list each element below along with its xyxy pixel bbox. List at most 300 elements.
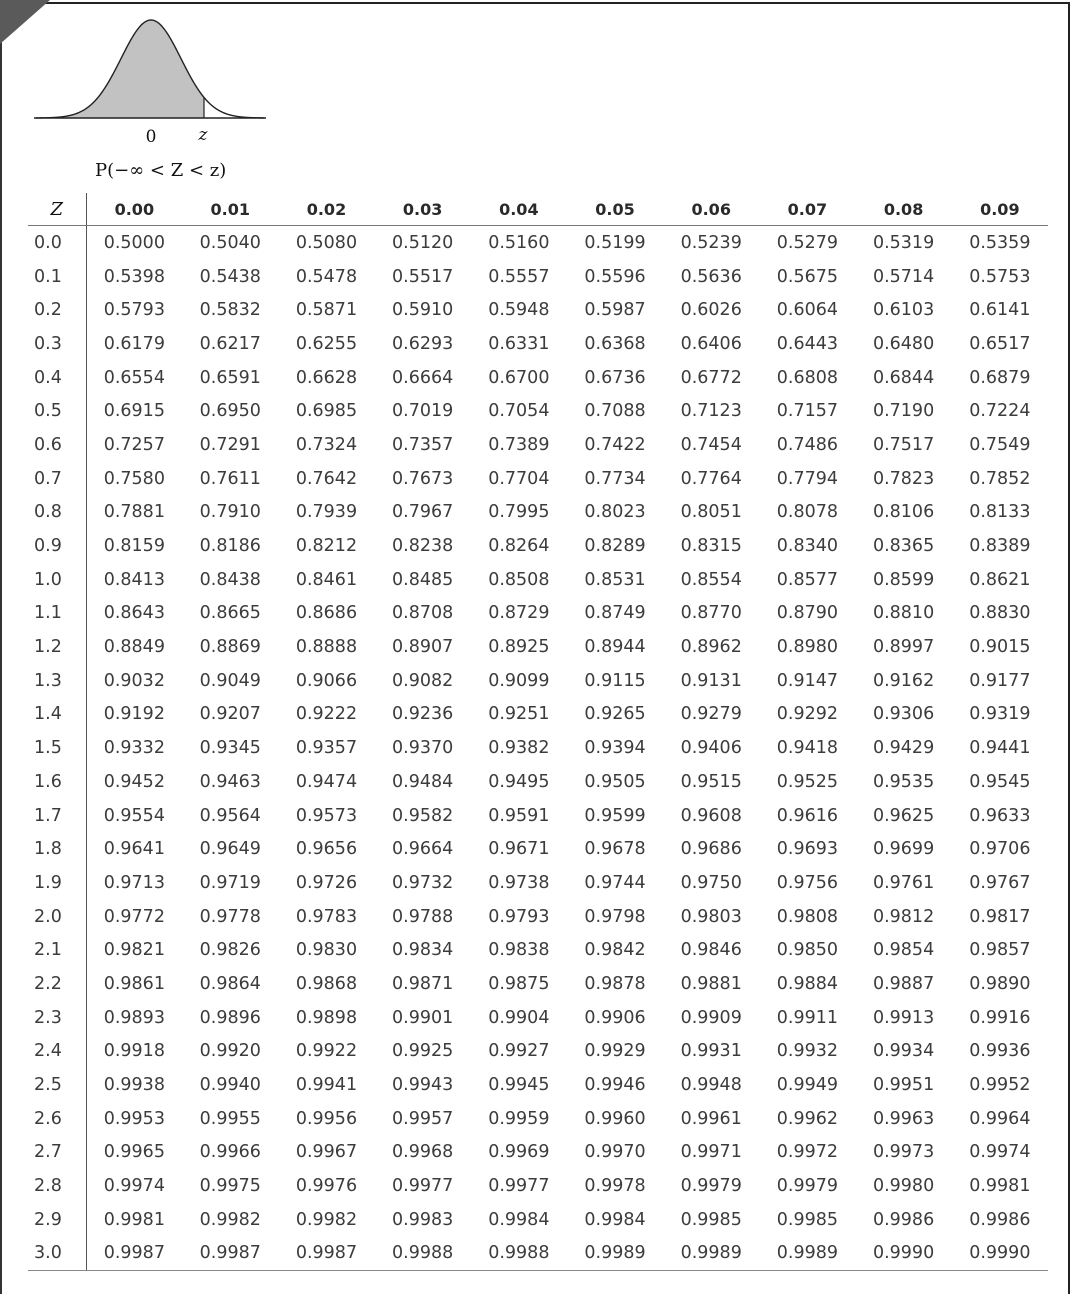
probability-cell: 0.8106 [872,502,935,523]
probability-cell: 0.5478 [295,266,358,287]
probability-cell: 0.8708 [392,603,454,624]
probability-cell: 0.9738 [488,872,550,893]
probability-cell: 0.9909 [680,1007,742,1028]
probability-cell: 0.7123 [680,401,742,422]
probability-cell: 0.9881 [680,973,742,994]
probability-cell: 0.9861 [103,973,165,994]
probability-cell: 0.9474 [295,771,358,792]
probability-cell: 0.9616 [776,805,839,826]
probability-cell: 0.7019 [392,401,454,422]
probability-cell: 0.7823 [872,468,935,489]
probability-cell: 0.9082 [392,670,454,691]
probability-cell: 0.9985 [776,1209,839,1230]
probability-cell: 0.9887 [872,973,935,994]
probability-cell: 0.9927 [488,1041,550,1062]
probability-cell: 0.8888 [295,637,358,658]
table-row [28,765,1048,799]
probability-cell: 0.7734 [584,468,646,489]
column-header: 0.07 [759,193,855,226]
probability-cell: 0.9793 [488,906,550,927]
probability-cell: 0.9505 [584,771,646,792]
probability-cell: 0.9686 [680,839,742,860]
probability-cell: 0.9981 [103,1209,165,1230]
probability-cell: 0.9495 [488,771,550,792]
probability-cell: 0.9319 [969,704,1031,725]
probability-cell: 0.7910 [199,502,261,523]
probability-cell: 0.8389 [969,536,1031,557]
probability-cell: 0.9726 [295,872,358,893]
probability-cell: 0.6879 [969,367,1031,388]
probability-cell: 0.6664 [392,367,454,388]
z-value-cell: 2.8 [28,1169,86,1203]
probability-cell: 0.9983 [392,1209,454,1230]
probability-cell: 0.9222 [295,704,358,725]
probability-cell: 0.9664 [392,839,454,860]
table-row [28,563,1048,597]
probability-cell: 0.8944 [584,637,646,658]
probability-cell: 0.9962 [776,1108,839,1129]
probability-cell: 0.9706 [969,839,1031,860]
probability-cell: 0.9970 [584,1142,646,1163]
probability-cell: 0.5557 [488,266,550,287]
column-header: 0.01 [182,193,278,226]
probability-cell: 0.9957 [392,1108,454,1129]
probability-cell: 0.8461 [295,569,358,590]
probability-cell: 0.5080 [295,232,358,253]
probability-cell: 0.9525 [776,771,839,792]
probability-cell: 0.9988 [471,1237,567,1271]
shaded-area [36,20,204,118]
probability-cell: 0.9599 [584,805,646,826]
probability-cell: 0.9943 [392,1075,454,1096]
z-value-cell: 2.0 [28,900,86,934]
probability-cell: 0.9980 [872,1176,935,1197]
probability-cell: 0.9990 [856,1237,952,1271]
probability-cell: 0.8830 [969,603,1031,624]
probability-cell: 0.9633 [969,805,1031,826]
probability-cell: 0.9357 [295,738,358,759]
probability-cell: 0.6480 [872,333,935,354]
probability-cell: 0.9857 [969,940,1031,961]
probability-cell: 0.6331 [488,333,550,354]
probability-cell: 0.8770 [680,603,742,624]
table-row [28,698,1048,732]
probability-cell: 0.5120 [392,232,454,253]
probability-cell: 0.9279 [680,704,742,725]
probability-cell: 0.9978 [584,1176,646,1197]
z-table [28,193,1048,1271]
table-row [28,1102,1048,1136]
probability-cell: 0.5517 [392,266,454,287]
probability-cell: 0.9842 [584,940,646,961]
probability-cell: 0.7580 [103,468,165,489]
probability-cell: 0.9515 [680,771,742,792]
probability-cell: 0.9945 [488,1075,550,1096]
z-value-cell: 1.6 [28,765,86,799]
probability-cell: 0.9952 [969,1075,1031,1096]
probability-cell: 0.8340 [776,536,839,557]
probability-cell: 0.9974 [103,1176,165,1197]
table-row [28,361,1048,395]
table-row [28,1169,1048,1203]
probability-cell: 0.9878 [584,973,646,994]
probability-cell: 0.7257 [103,434,165,455]
probability-cell: 0.9783 [295,906,358,927]
probability-cell: 0.6443 [776,333,839,354]
z-value-cell: 0.3 [28,327,86,361]
probability-cell: 0.6844 [872,367,935,388]
probability-cell: 0.7764 [680,468,742,489]
probability-cell: 0.6628 [295,367,358,388]
z-value-cell: 2.9 [28,1203,86,1237]
probability-cell: 0.7704 [488,468,550,489]
probability-cell: 0.9032 [103,670,165,691]
probability-cell: 0.9772 [103,906,165,927]
column-header: 0.04 [471,193,567,226]
probability-cell: 0.6064 [776,300,839,321]
probability-cell: 0.9986 [969,1209,1031,1230]
probability-cell: 0.5319 [872,232,935,253]
probability-cell: 0.9429 [872,738,935,759]
z-value-cell: 2.2 [28,967,86,1001]
table-row [28,293,1048,327]
probability-cell: 0.9306 [872,704,935,725]
table-row [28,462,1048,496]
probability-cell: 0.9949 [776,1075,839,1096]
probability-cell: 0.9938 [103,1075,165,1096]
probability-cell: 0.7549 [969,434,1031,455]
probability-cell: 0.9964 [969,1108,1031,1129]
z-value-cell: 2.7 [28,1136,86,1170]
probability-cell: 0.9406 [680,738,742,759]
probability-cell: 0.9986 [872,1209,935,1230]
probability-cell: 0.9982 [199,1209,261,1230]
z-value-cell: 1.1 [28,597,86,631]
probability-cell: 0.9671 [488,839,550,860]
table-row [28,630,1048,664]
probability-cell: 0.9463 [199,771,261,792]
probability-cell: 0.7357 [392,434,454,455]
probability-cell: 0.8238 [392,536,454,557]
probability-cell: 0.9984 [488,1209,550,1230]
probability-cell: 0.8686 [295,603,358,624]
probability-cell: 0.9049 [199,670,261,691]
column-header: 0.09 [952,193,1048,226]
table-row [28,327,1048,361]
probability-cell: 0.8531 [584,569,646,590]
probability-cell: 0.6141 [969,300,1031,321]
table-row [28,529,1048,563]
probability-cell: 0.9911 [776,1007,839,1028]
probability-cell: 0.9906 [584,1007,646,1028]
probability-cell: 0.5910 [392,300,454,321]
probability-cell: 0.9896 [199,1007,261,1028]
probability-cell: 0.9441 [969,738,1031,759]
probability-cell: 0.9418 [776,738,839,759]
z-value-cell: 0.0 [28,226,86,260]
probability-cell: 0.9973 [872,1142,935,1163]
probability-cell: 0.8749 [584,603,646,624]
z-value-cell: 0.9 [28,529,86,563]
table-row [28,260,1048,294]
probability-cell: 0.9946 [584,1075,646,1096]
probability-cell: 0.8907 [392,637,454,658]
table-row [28,1035,1048,1069]
probability-cell: 0.9788 [392,906,454,927]
z-value-cell: 1.5 [28,731,86,765]
probability-cell: 0.8577 [776,569,839,590]
probability-cell: 0.8264 [488,536,550,557]
probability-cell: 0.9987 [182,1237,278,1271]
probability-cell: 0.9988 [375,1237,471,1271]
probability-cell: 0.9641 [103,839,165,860]
probability-cell: 0.8508 [488,569,550,590]
probability-cell: 0.9932 [776,1041,839,1062]
probability-cell: 0.5675 [776,266,839,287]
z-value-cell: 0.8 [28,496,86,530]
table-row [28,1136,1048,1170]
probability-cell: 0.9846 [680,940,742,961]
table-body [28,226,1048,1271]
probability-cell: 0.5636 [680,266,742,287]
probability-cell: 0.8810 [872,603,935,624]
probability-cell: 0.9345 [199,738,261,759]
probability-cell: 0.8485 [392,569,454,590]
probability-cell: 0.9756 [776,872,839,893]
probability-cell: 0.9812 [872,906,935,927]
table-row [28,664,1048,698]
probability-cell: 0.9959 [488,1108,550,1129]
probability-cell: 0.9929 [584,1041,646,1062]
probability-cell: 0.9871 [392,973,454,994]
probability-cell: 0.5438 [199,266,261,287]
probability-cell: 0.9066 [295,670,358,691]
probability-cell: 0.9625 [872,805,935,826]
probability-cell: 0.9854 [872,940,935,961]
column-header: 0.05 [567,193,663,226]
probability-cell: 0.5279 [776,232,839,253]
probability-cell: 0.5040 [199,232,261,253]
probability-cell: 0.9936 [969,1041,1031,1062]
probability-cell: 0.8962 [680,637,742,658]
table-row [28,900,1048,934]
probability-cell: 0.9965 [103,1142,165,1163]
table-row [28,496,1048,530]
probability-cell: 0.5398 [103,266,165,287]
probability-cell: 0.9162 [872,670,935,691]
probability-cell: 0.7324 [295,434,358,455]
probability-cell: 0.5948 [488,300,550,321]
probability-cell: 0.5714 [872,266,935,287]
probability-cell: 0.6915 [103,401,165,422]
probability-cell: 0.8554 [680,569,742,590]
z-value-cell: 0.5 [28,394,86,428]
probability-cell: 0.6554 [103,367,165,388]
probability-cell: 0.9989 [663,1237,759,1271]
probability-cell: 0.6293 [392,333,454,354]
probability-cell: 0.7190 [872,401,935,422]
probability-cell: 0.7852 [969,468,1031,489]
page-border-left [0,40,2,1294]
z-value-cell: 2.6 [28,1102,86,1136]
probability-cell: 0.9975 [199,1176,261,1197]
probability-cell: 0.9934 [872,1041,935,1062]
probability-cell: 0.8729 [488,603,550,624]
column-header: 0.08 [856,193,952,226]
probability-cell: 0.9573 [295,805,358,826]
probability-cell: 0.9989 [759,1237,855,1271]
probability-cell: 0.8665 [199,603,261,624]
probability-cell: 0.9960 [584,1108,646,1129]
probability-cell: 0.9838 [488,940,550,961]
probability-cell: 0.9868 [295,973,358,994]
probability-cell: 0.8315 [680,536,742,557]
probability-cell: 0.5793 [103,300,165,321]
probability-cell: 0.9948 [680,1075,742,1096]
probability-cell: 0.8078 [776,502,839,523]
probability-cell: 0.6736 [584,367,646,388]
probability-cell: 0.6772 [680,367,742,388]
probability-cell: 0.5199 [584,232,646,253]
probability-cell: 0.5753 [969,266,1031,287]
z-value-cell: 2.4 [28,1035,86,1069]
probability-cell: 0.7642 [295,468,358,489]
z-value-cell: 1.8 [28,832,86,866]
z-value-cell: 1.4 [28,698,86,732]
probability-cell: 0.9979 [680,1176,742,1197]
probability-cell: 0.9916 [969,1007,1031,1028]
probability-cell: 0.9778 [199,906,261,927]
probability-cell: 0.9913 [872,1007,935,1028]
probability-cell: 0.7291 [199,434,261,455]
probability-cell: 0.8980 [776,637,839,658]
probability-cell: 0.9963 [872,1108,935,1129]
z-value-cell: 0.1 [28,260,86,294]
probability-cell: 0.9985 [680,1209,742,1230]
column-header: 0.00 [86,193,182,226]
probability-cell: 0.6217 [199,333,261,354]
probability-cell: 0.8869 [199,637,261,658]
probability-cell: 0.6517 [969,333,1031,354]
table-row [28,731,1048,765]
probability-cell: 0.7389 [488,434,550,455]
probability-cell: 0.9394 [584,738,646,759]
probability-cell: 0.9803 [680,906,742,927]
probability-cell: 0.9990 [952,1237,1048,1271]
probability-cell: 0.9955 [199,1108,261,1129]
probability-cell: 0.9821 [103,940,165,961]
probability-cell: 0.9744 [584,872,646,893]
probability-cell: 0.9251 [488,704,550,725]
probability-cell: 0.9265 [584,704,646,725]
z-value-cell: 0.7 [28,462,86,496]
probability-cell: 0.9693 [776,839,839,860]
probability-cell: 0.9761 [872,872,935,893]
probability-cell: 0.8023 [584,502,646,523]
probability-cell: 0.5596 [584,266,646,287]
probability-cell: 0.5832 [199,300,261,321]
table-header-row [28,193,1048,226]
probability-cell: 0.9987 [278,1237,374,1271]
probability-cell: 0.7611 [199,468,261,489]
table-row [28,866,1048,900]
probability-cell: 0.7422 [584,434,646,455]
table-row [28,832,1048,866]
probability-cell: 0.9972 [776,1142,839,1163]
probability-cell: 0.9971 [680,1142,742,1163]
probability-cell: 0.9982 [295,1209,358,1230]
probability-cell: 0.9292 [776,704,839,725]
z-value-cell: 1.2 [28,630,86,664]
probability-cell: 0.9974 [969,1142,1031,1163]
probability-cell: 0.6255 [295,333,358,354]
probability-cell: 0.9898 [295,1007,358,1028]
probability-cell: 0.7088 [584,401,646,422]
probability-cell: 0.8212 [295,536,358,557]
probability-cell: 0.8186 [199,536,261,557]
probability-cell: 0.9582 [392,805,454,826]
probability-cell: 0.8621 [969,569,1031,590]
probability-cell: 0.8925 [488,637,550,658]
probability-cell: 0.6406 [680,333,742,354]
probability-cell: 0.9591 [488,805,550,826]
probability-cell: 0.9452 [103,771,165,792]
table-row [28,967,1048,1001]
probability-cell: 0.8365 [872,536,935,557]
z-value-cell: 0.2 [28,293,86,327]
probability-cell: 0.9918 [103,1041,165,1062]
probability-caption: P(−∞ < Z < z) [95,160,227,181]
probability-cell: 0.9699 [872,839,935,860]
probability-cell: 0.9920 [199,1041,261,1062]
probability-cell: 0.9904 [488,1007,550,1028]
probability-cell: 0.5359 [969,232,1031,253]
probability-cell: 0.9953 [103,1108,165,1129]
probability-cell: 0.8051 [680,502,742,523]
probability-cell: 0.6700 [488,367,550,388]
probability-cell: 0.7673 [392,468,454,489]
probability-cell: 0.9808 [776,906,839,927]
probability-cell: 0.7939 [295,502,358,523]
z-value-cell: 1.0 [28,563,86,597]
table-row [28,1237,1048,1271]
probability-cell: 0.9713 [103,872,165,893]
probability-cell: 0.9332 [103,738,165,759]
probability-cell: 0.9925 [392,1041,454,1062]
probability-cell: 0.9545 [969,771,1031,792]
probability-cell: 0.9884 [776,973,839,994]
probability-cell: 0.5871 [295,300,358,321]
probability-cell: 0.9977 [488,1176,550,1197]
z-value-cell: 1.7 [28,799,86,833]
probability-cell: 0.9099 [488,670,550,691]
probability-cell: 0.6368 [584,333,646,354]
probability-cell: 0.9732 [392,872,454,893]
probability-cell: 0.9177 [969,670,1031,691]
probability-cell: 0.9767 [969,872,1031,893]
probability-cell: 0.9798 [584,906,646,927]
probability-cell: 0.9961 [680,1108,742,1129]
probability-cell: 0.9966 [199,1142,261,1163]
probability-cell: 0.7794 [776,468,839,489]
probability-cell: 0.5239 [680,232,742,253]
z-value-cell: 0.6 [28,428,86,462]
table-row [28,394,1048,428]
probability-cell: 0.9015 [969,637,1031,658]
probability-cell: 0.8438 [199,569,261,590]
probability-cell: 0.9981 [969,1176,1031,1197]
probability-cell: 0.9850 [776,940,839,961]
